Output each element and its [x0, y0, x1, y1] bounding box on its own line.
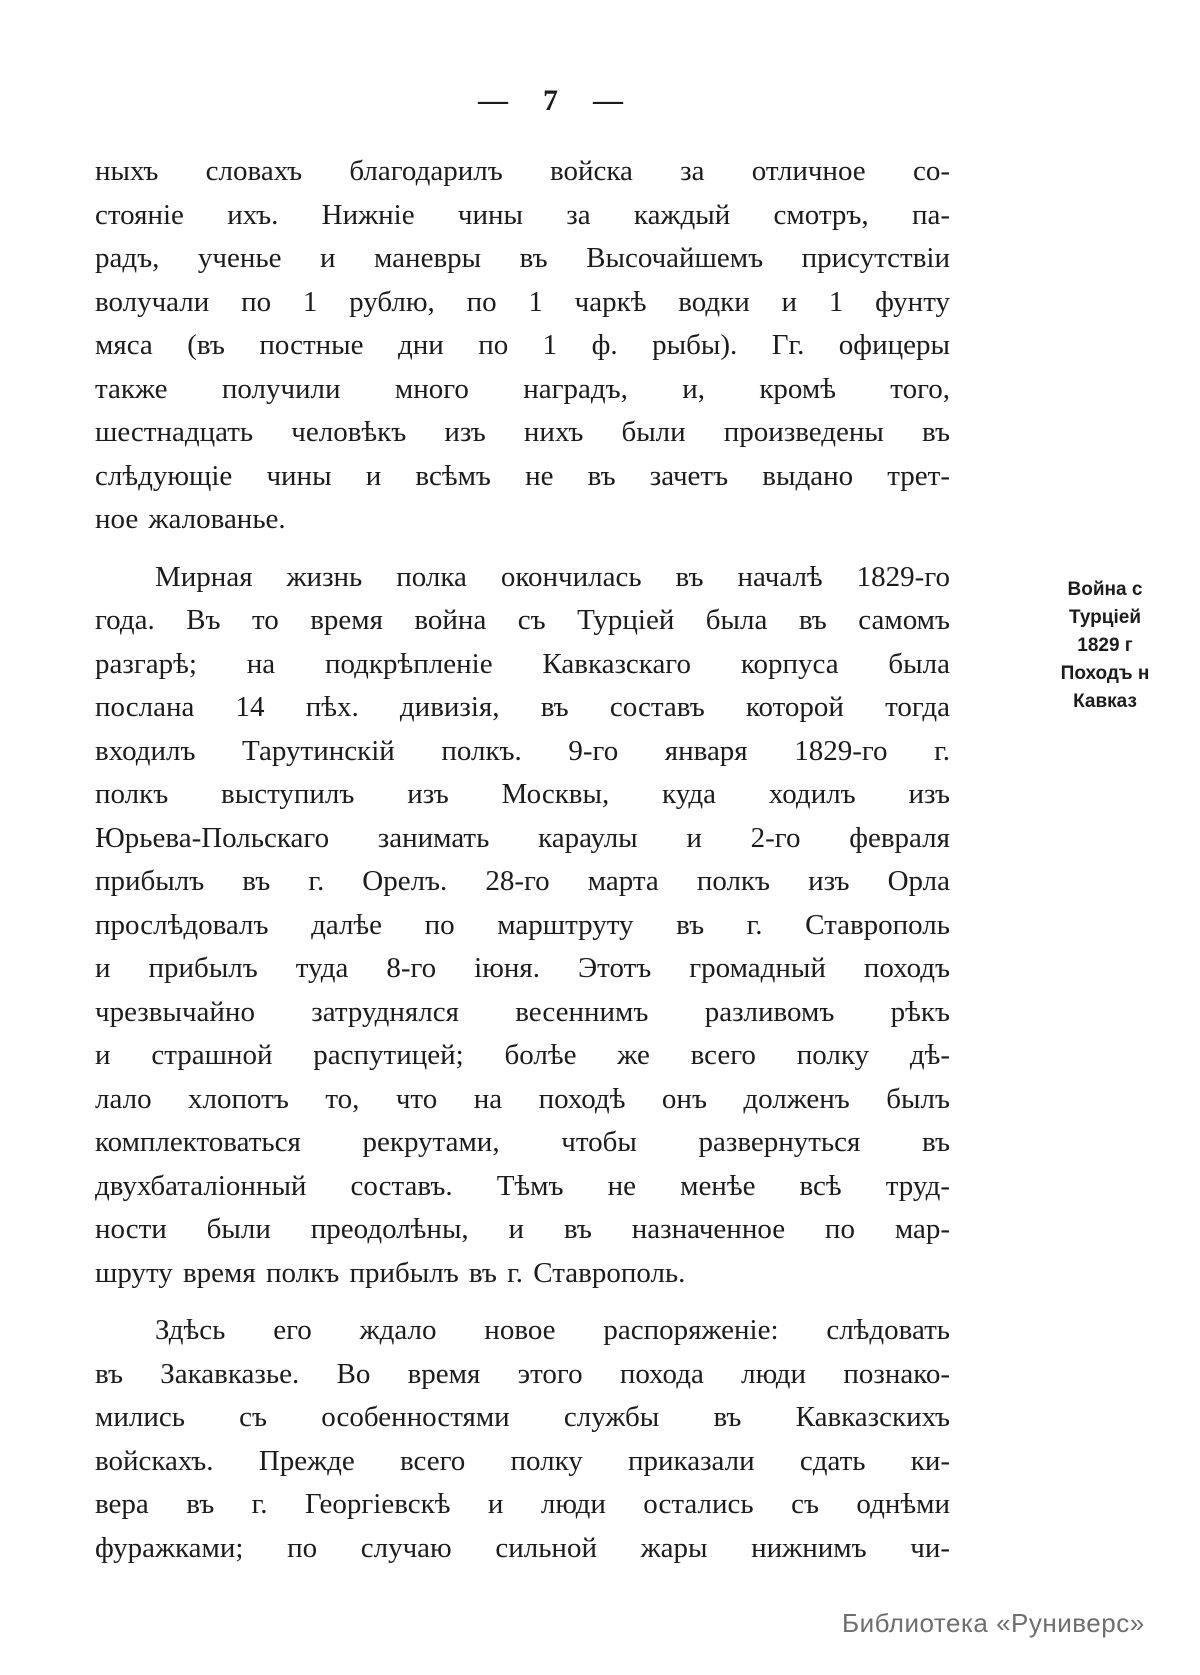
text-line: вера въ г. Георгіевскѣ и люди остались съ однѣми	[95, 1488, 950, 1520]
text-line: прослѣдовалъ далѣе по марштруту въ г. Ставрополь	[95, 908, 950, 941]
paragraph	[95, 556, 950, 1296]
text-line: ности были преодолѣны, и въ назначенное по мар-	[95, 1213, 950, 1245]
margin-note-line: Походъ н	[1060, 663, 1150, 684]
text-line: Здѣсь его ждало новое распоряженіе: слѣдовать	[155, 1314, 950, 1346]
paragraph	[95, 150, 950, 542]
text-line: шестнадцать человѣкъ изъ нихъ были произведены въ	[95, 416, 950, 448]
margin-note	[990, 576, 1200, 716]
text-line: фуражками; по случаю сильной жары нижнимъ чи-	[95, 1531, 950, 1564]
library-watermark: Библиотека «Руниверс»	[842, 1608, 1145, 1638]
margin-note-line: 1829 г	[1077, 635, 1133, 656]
text-line: волучали по 1 рублю, по 1 чаркѣ водки и 1 фунту	[95, 285, 950, 318]
margin-note-line: Турціей	[1068, 607, 1141, 628]
text-line: и прибылъ туда 8-го іюня. Этотъ громадный походъ	[95, 952, 950, 984]
page-number-header	[478, 84, 624, 118]
text-line: мяса (въ постные дни по 1 ф. рыбы). Гг. офицеры	[95, 329, 950, 361]
text-line: прибылъ въ г. Орелъ. 28-го марта полкъ изъ Орла	[95, 865, 950, 897]
text-line: шруту время полкъ прибылъ въ г. Ставрополь.	[95, 1256, 686, 1289]
text-line: стояніе ихъ. Нижніе чины за каждый смотръ, па-	[95, 198, 950, 231]
paragraph	[95, 1309, 950, 1570]
text-line: Мирная жизнь полка окончилась въ началѣ 1829-го	[155, 560, 950, 593]
text-line: года. Въ то время война съ Турціей была въ самомъ	[95, 604, 950, 636]
text-line: двухбаталіонный составъ. Тѣмъ не менѣе всѣ труд-	[95, 1169, 950, 1202]
margin-note-line: Кавказ	[1073, 691, 1137, 712]
text-line: ное жалованье.	[95, 503, 286, 535]
text-line: Юрьева-Польскаго занимать караулы и 2-го февраля	[95, 821, 950, 854]
margin-note-line: Война с	[1067, 579, 1143, 600]
text-line: войскахъ. Прежде всего полку приказали сдать ки-	[95, 1444, 950, 1477]
text-line: полкъ выступилъ изъ Москвы, куда ходилъ изъ	[95, 778, 950, 810]
body-text	[95, 150, 950, 1570]
text-line: мились съ особенностями службы въ Кавказскихъ	[95, 1401, 950, 1433]
text-line: чрезвычайно затруднялся весеннимъ разливомъ рѣкъ	[95, 995, 950, 1028]
page-number: 7	[543, 84, 559, 117]
text-line: входилъ Тарутинскій полкъ. 9-го января 1829-го г.	[95, 734, 950, 767]
text-line: разгарѣ; на подкрѣпленіе Кавказскаго корпуса была	[95, 647, 950, 680]
text-line: лало хлопотъ то, что на походѣ онъ долженъ былъ	[95, 1082, 950, 1115]
header-left-dash: —	[478, 84, 509, 117]
text-line: радъ, ученье и маневры въ Высочайшемъ присутствіи	[95, 242, 950, 274]
text-line: въ Закавказье. Во время этого похода люди познако-	[95, 1357, 950, 1390]
text-line: слѣдующіе чины и всѣмъ не въ зачетъ выдано трет-	[95, 459, 950, 492]
header-right-dash: —	[593, 84, 624, 117]
text-line: ныхъ словахъ благодарилъ войска за отличное со-	[95, 155, 950, 187]
text-line: комплектоваться рекрутами, чтобы развернуться въ	[95, 1126, 950, 1158]
text-line: и страшной распутицей; болѣе же всего полку дѣ-	[95, 1039, 950, 1071]
text-line: также получили много наградъ, и, кромѣ того,	[95, 372, 950, 405]
text-line: послана 14 пѣх. дивизія, въ составъ которой тогда	[95, 691, 950, 723]
